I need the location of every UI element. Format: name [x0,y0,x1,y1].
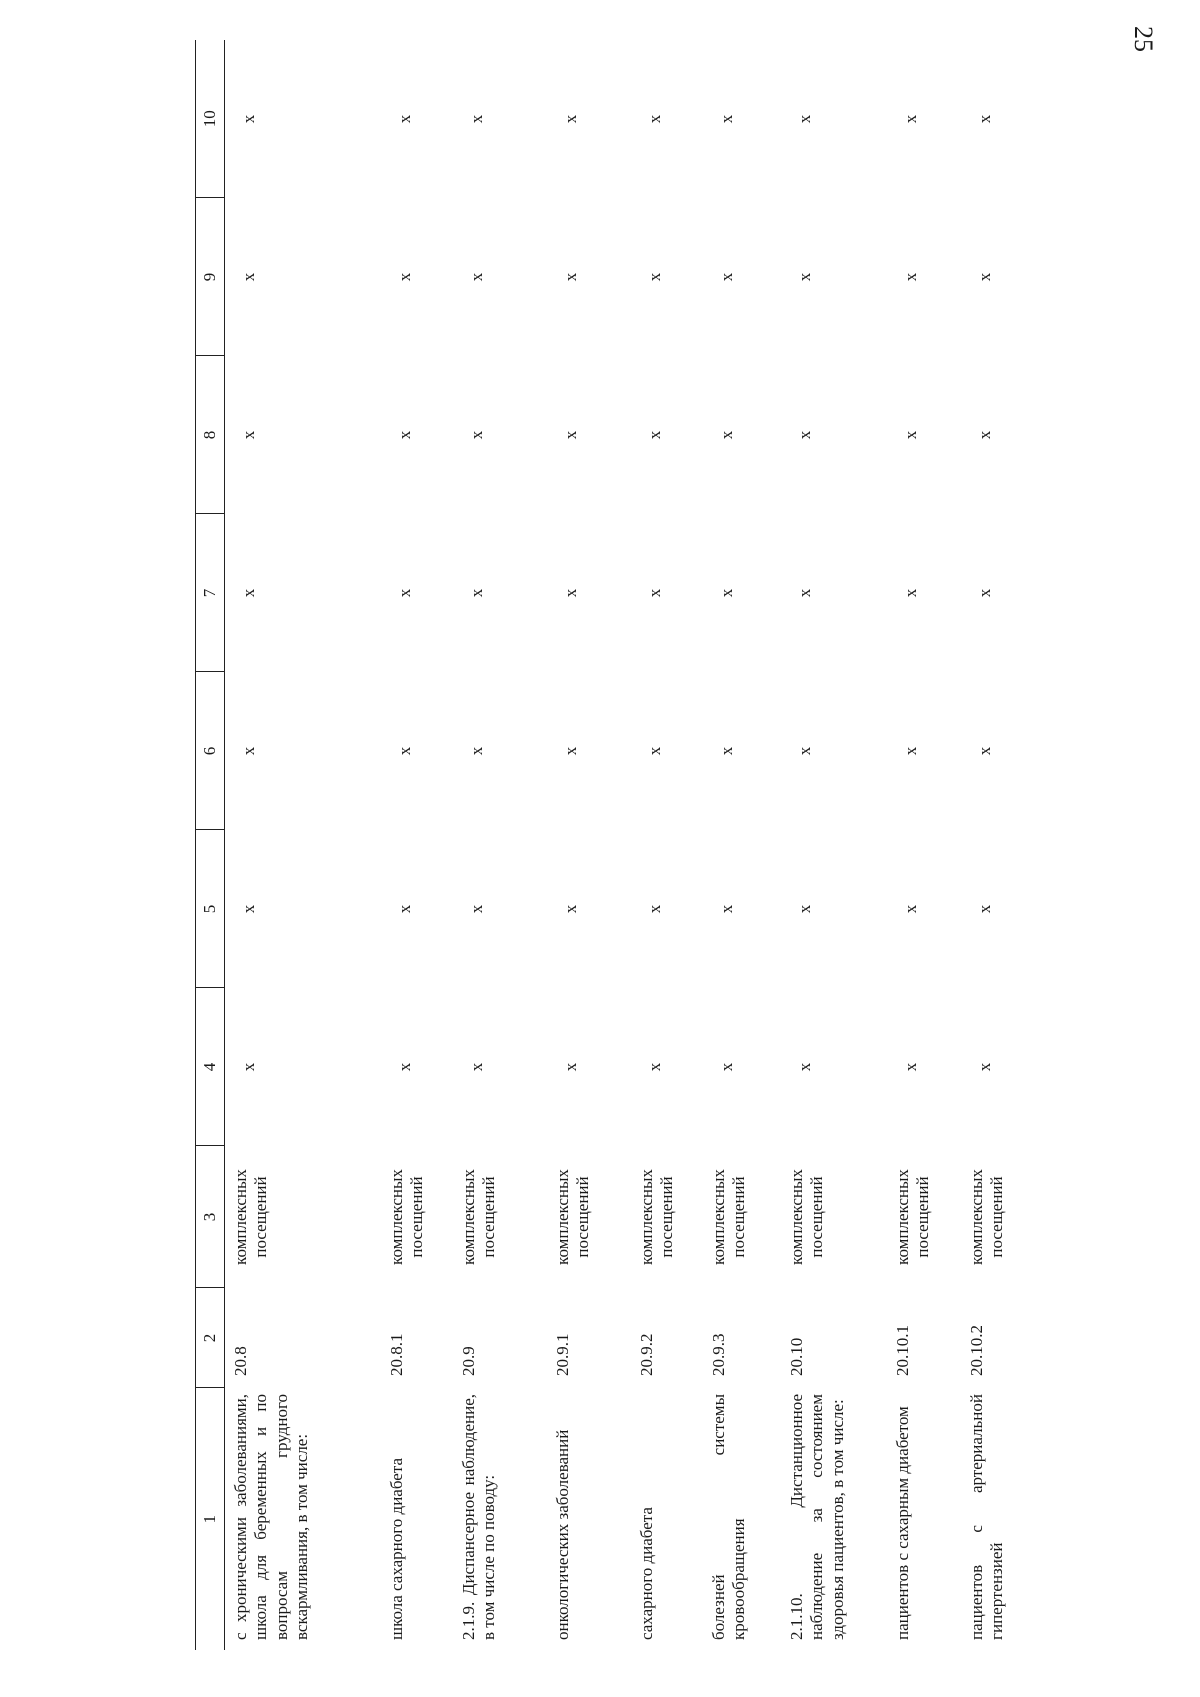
value-cell: x [975,904,994,914]
row-unit-cell: комплексных посещений [553,1169,593,1265]
value-cell: x [975,588,994,598]
value-cell: x [717,904,736,914]
column-header: 10 [196,40,225,198]
value-cell: x [645,588,664,598]
value-cell: x [901,430,920,440]
value-cell: x [717,746,736,756]
value-cell: x [795,272,814,282]
column-header: 7 [196,514,225,672]
table-header [196,40,225,1650]
table-row [453,40,547,1650]
table-row [961,40,1035,1650]
value-cell: x [901,746,920,756]
value-cell: x [395,746,414,756]
value-cell: x [561,430,580,440]
value-cell: x [561,114,580,124]
value-cell: x [645,272,664,282]
column-header: 9 [196,198,225,356]
row-unit-cell: комплексных посещений [231,1169,271,1265]
column-header: 5 [196,830,225,988]
table-body [225,40,1036,1650]
value-cell: x [975,114,994,124]
table-row [703,40,781,1650]
value-cell: x [239,114,258,124]
column-header: 6 [196,672,225,830]
row-unit-cell: комплексных посещений [387,1169,427,1265]
value-cell: x [561,588,580,598]
value-cell: x [467,272,486,282]
row-name-cell: сахарного диабета [637,1507,656,1640]
value-cell: x [239,588,258,598]
value-cell: x [645,430,664,440]
value-cell: x [239,1062,258,1072]
value-cell: x [645,746,664,756]
row-name-cell: пациентов с артериальной гипертензией [967,1394,1007,1640]
value-cell: x [395,904,414,914]
value-cell: x [975,272,994,282]
value-cell: x [717,272,736,282]
row-unit-cell: комплексных посещений [459,1169,499,1265]
value-cell: x [645,904,664,914]
value-cell: x [901,1062,920,1072]
column-header: 3 [196,1146,225,1288]
value-cell: x [795,588,814,598]
row-code-cell: 20.9.1 [553,1333,572,1376]
value-cell: x [717,1062,736,1072]
row-name-cell: с хроническими заболеваниями, школа для беременных и по вопросам грудного вскармливания, в том числе: [231,1394,312,1640]
data-table [195,40,1035,1650]
value-cell: x [975,430,994,440]
value-cell: x [395,114,414,124]
value-cell: x [561,272,580,282]
row-name-cell: школа сахарного диабета [387,1457,406,1640]
value-cell: x [395,430,414,440]
value-cell: x [467,904,486,914]
column-header: 8 [196,356,225,514]
value-cell: x [795,114,814,124]
table-row [225,40,382,1650]
value-cell: x [795,1062,814,1072]
table-row [547,40,631,1650]
value-cell: x [239,430,258,440]
value-cell: x [901,114,920,124]
value-cell: x [901,588,920,598]
table-row [631,40,703,1650]
value-cell: x [239,904,258,914]
value-cell: x [239,272,258,282]
row-name-cell: 2.1.10. Дистанционное наблюдение за состоянием здоровья пациентов, в том числе: [787,1394,847,1640]
value-cell: x [795,430,814,440]
column-header: 1 [196,1388,225,1650]
row-unit-cell: комплексных посещений [893,1169,933,1265]
value-cell: x [395,588,414,598]
table-row [781,40,887,1650]
value-cell: x [467,430,486,440]
row-code-cell: 20.10 [787,1337,806,1376]
row-name-cell: 2.1.9. Диспансерное наблюдение, в том числе по поводу: [459,1394,499,1640]
value-cell: x [795,746,814,756]
value-cell: x [717,588,736,598]
value-cell: x [467,746,486,756]
value-cell: x [395,272,414,282]
row-unit-cell: комплексных посещений [967,1169,1007,1265]
value-cell: x [901,272,920,282]
row-code-cell: 20.8.1 [387,1333,406,1376]
value-cell: x [467,588,486,598]
rotated-table-wrapper [195,40,1007,1650]
row-code-cell: 20.9 [459,1346,478,1376]
row-unit-cell: комплексных посещений [709,1169,749,1265]
value-cell: x [561,904,580,914]
value-cell: x [901,904,920,914]
value-cell: x [239,746,258,756]
value-cell: x [467,114,486,124]
value-cell: x [975,1062,994,1072]
row-code-cell: 20.10.1 [893,1325,912,1376]
row-name-cell: пациентов с сахарным диабетом [893,1406,912,1640]
column-header: 2 [196,1288,225,1388]
value-cell: x [561,746,580,756]
value-cell: x [561,1062,580,1072]
row-unit-cell: комплексных посещений [637,1169,677,1265]
table-row [381,40,453,1650]
value-cell: x [395,1062,414,1072]
row-name-cell: онкологических заболеваний [553,1429,572,1640]
value-cell: x [717,430,736,440]
value-cell: x [645,114,664,124]
value-cell: x [645,1062,664,1072]
row-code-cell: 20.9.2 [637,1333,656,1376]
column-header: 4 [196,988,225,1146]
value-cell: x [717,114,736,124]
row-unit-cell: комплексных посещений [787,1169,827,1265]
table-row [887,40,961,1650]
row-code-cell: 20.9.3 [709,1333,728,1376]
row-code-cell: 20.10.2 [967,1325,986,1376]
page-number: 25 [1129,26,1158,52]
row-name-cell: болезней системы кровообращения [709,1394,749,1640]
value-cell: x [975,746,994,756]
value-cell: x [795,904,814,914]
row-code-cell: 20.8 [231,1346,250,1376]
value-cell: x [467,1062,486,1072]
